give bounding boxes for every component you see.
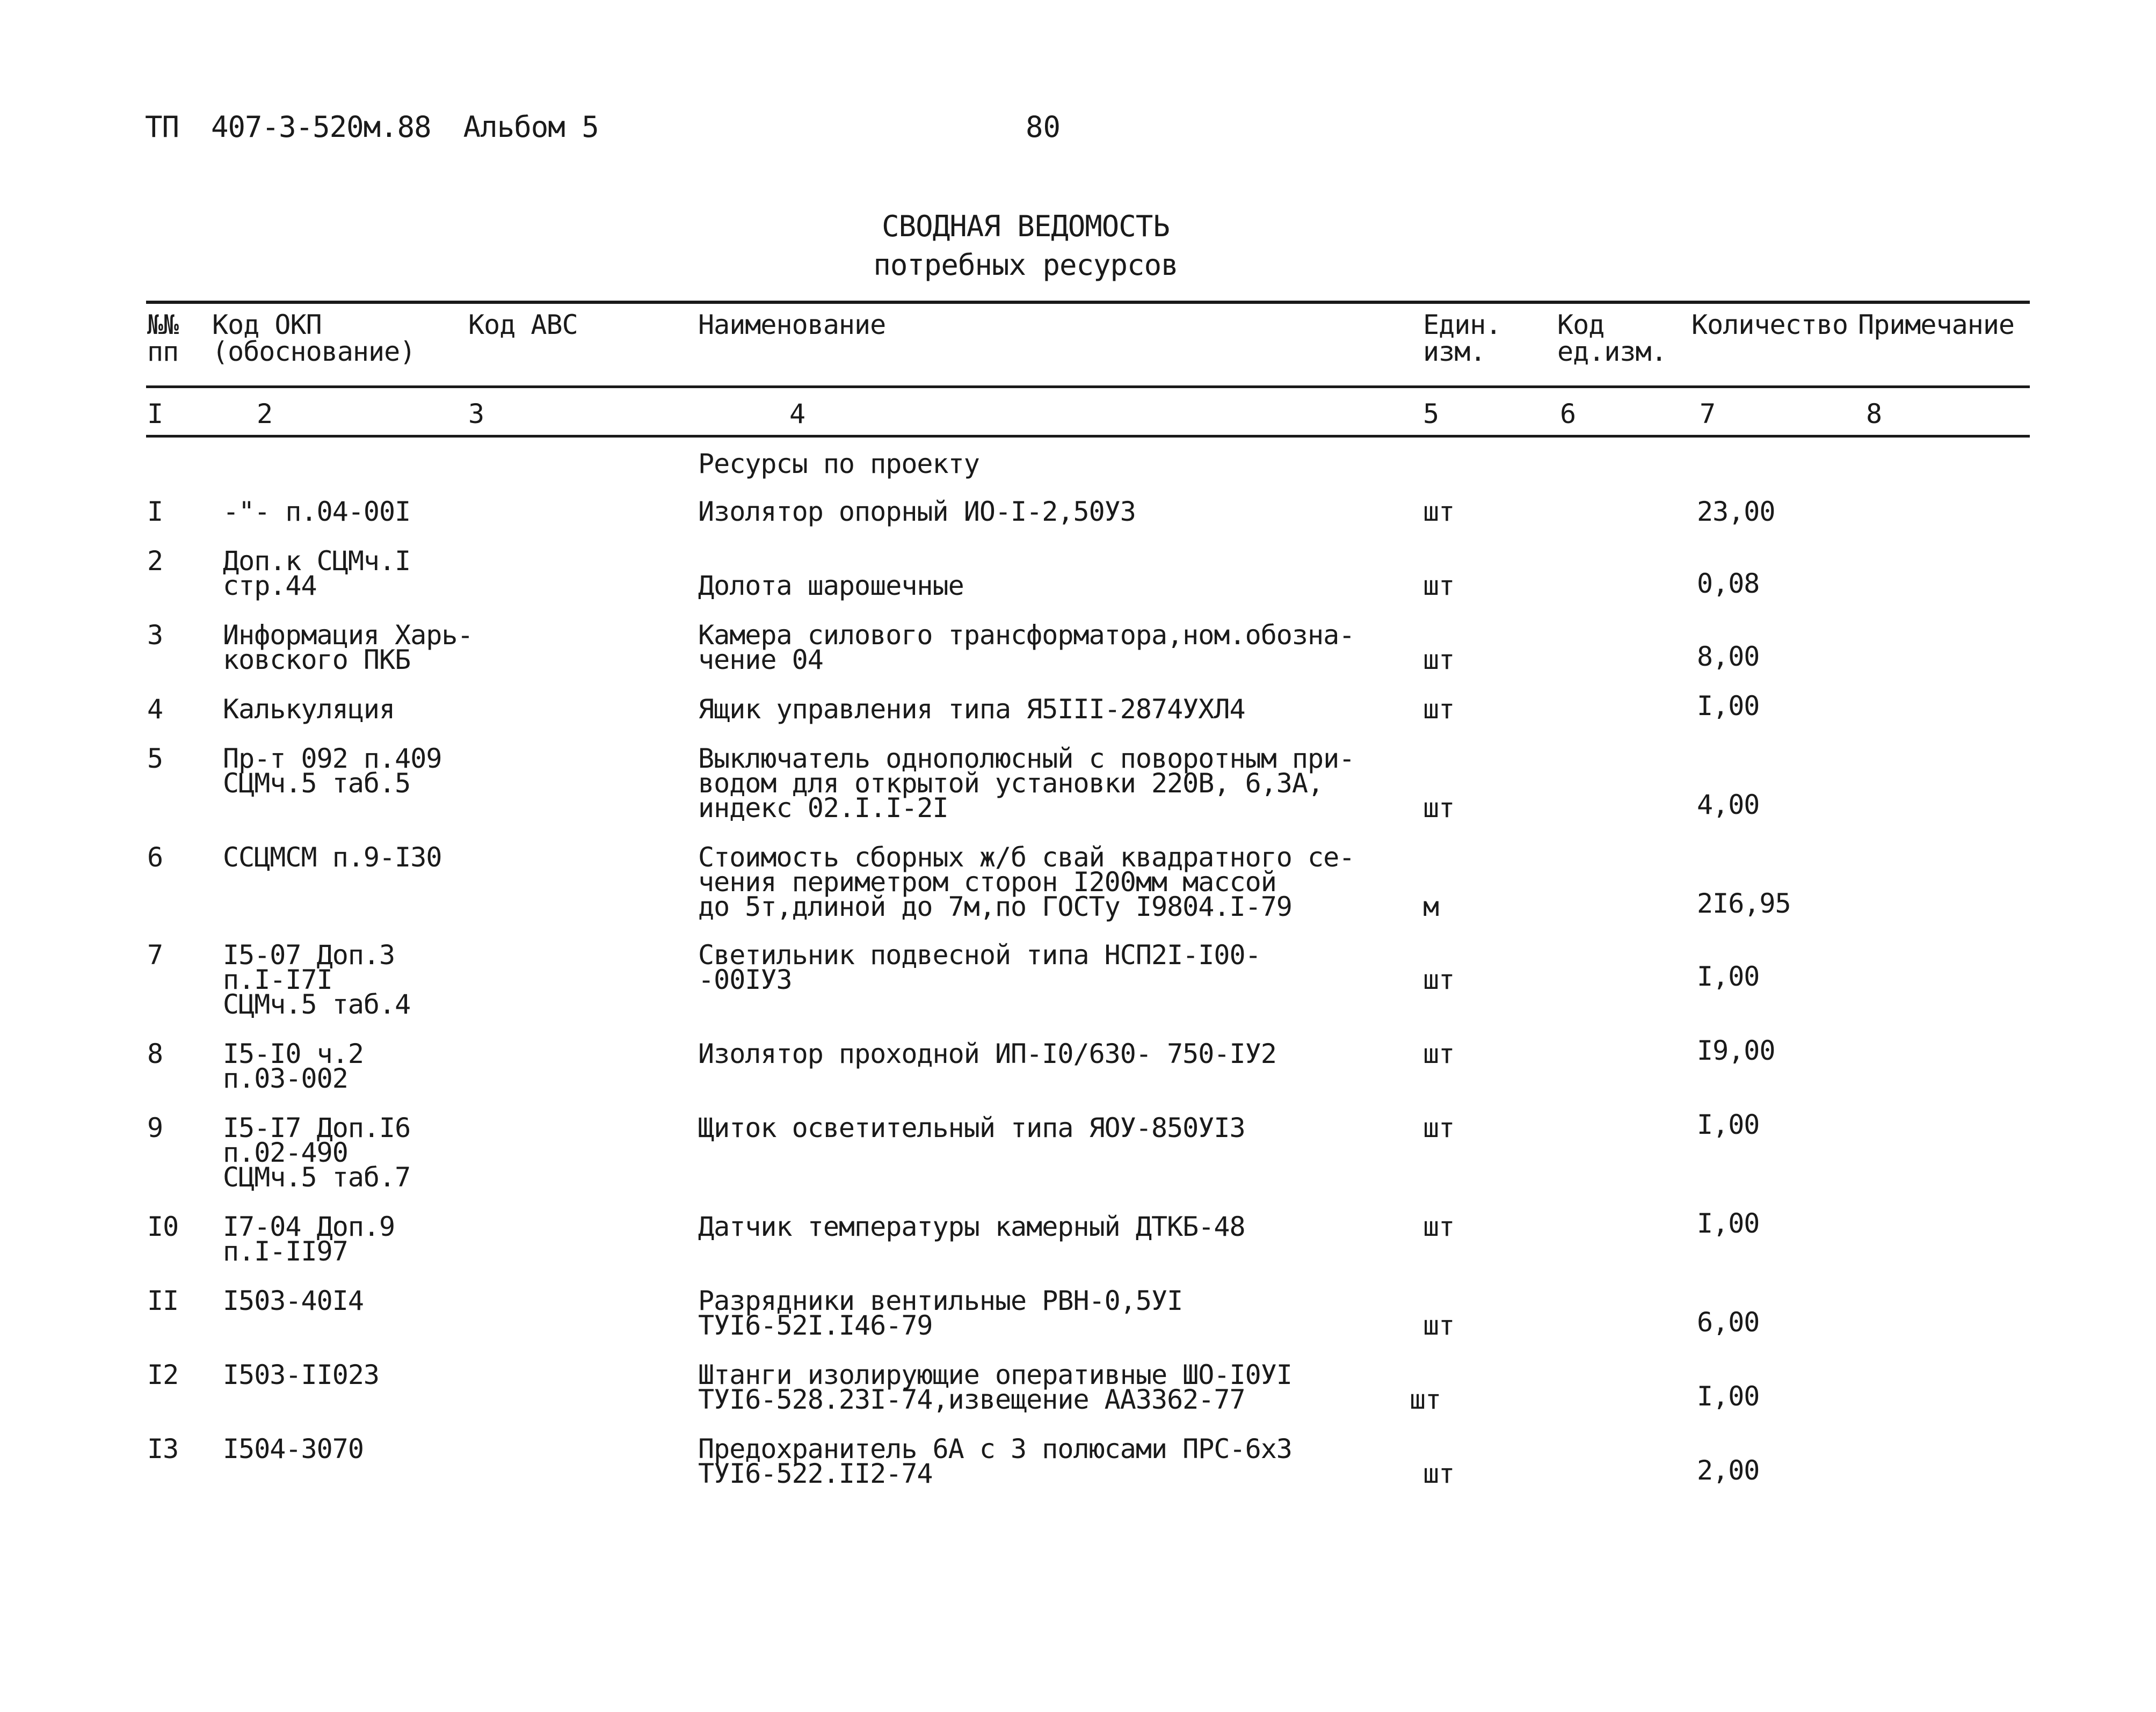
row-9-quantity: I,00 — [1697, 1109, 1760, 1140]
row-7-name: Светильник подвесной типа НСП2I-I00- -00IУ3 — [698, 939, 1261, 995]
col-header-unit-code: Код ед.изм. — [1557, 309, 1667, 367]
row-11-code: I503-40I4 — [223, 1285, 364, 1316]
row-12-name: Штанги изолирующие оперативные ШО-I0УI ТУI6-528.23I-74,извещение АА3362-77 — [698, 1359, 1292, 1415]
page-number: 80 — [1026, 110, 1061, 144]
row-8-code: I5-I0 ч.2 п.03-002 — [223, 1038, 364, 1094]
row-11-no: II — [147, 1285, 179, 1316]
row-12-no: I2 — [147, 1359, 179, 1390]
row-12-quantity: I,00 — [1697, 1381, 1760, 1412]
row-12-code: I503-II023 — [223, 1359, 380, 1390]
row-10-no: I0 — [147, 1211, 179, 1242]
row-5-code: Пр-т 092 п.409 СЦМч.5 таб.5 — [223, 743, 442, 799]
row-6-quantity: 2I6,95 — [1697, 888, 1791, 919]
row-9-name: Щиток осветительный типа ЯОУ-850УI3 — [698, 1112, 1245, 1143]
row-4-unit: шт — [1423, 694, 1455, 725]
row-10-name: Датчик температуры камерный ДТКБ-48 — [698, 1211, 1245, 1242]
col-header-okp-code: Код ОКП (обоснование) — [212, 309, 416, 367]
row-11-name: Разрядники вентильные РВН-0,5УI ТУI6-52I.I46-79 — [698, 1285, 1183, 1341]
row-6-no: 6 — [147, 842, 163, 873]
row-9-unit: шт — [1423, 1112, 1455, 1143]
row-5-quantity: 4,00 — [1697, 789, 1760, 820]
row-3-name: Камера силового трансформатора,ном.обозна- чение 04 — [698, 620, 1355, 675]
row-4-name: Ящик управления типа Я5III-2874УХЛ4 — [698, 694, 1245, 725]
row-11-unit: шт — [1423, 1310, 1455, 1341]
row-5-no: 5 — [147, 743, 163, 774]
table-number-rule — [146, 435, 2030, 438]
row-3-unit: шт — [1423, 644, 1455, 675]
row-4-code: Калькуляция — [223, 694, 395, 725]
document-header — [145, 110, 631, 144]
page-subtitle: потребных ресурсов — [873, 248, 1178, 282]
col-header-abc-code: Код АВС — [468, 309, 578, 340]
row-7-unit: шт — [1423, 964, 1455, 995]
row-8-no: 8 — [147, 1038, 163, 1069]
row-3-quantity: 8,00 — [1697, 641, 1760, 672]
col-number-4: 4 — [789, 398, 806, 429]
col-header-note: Примечание — [1858, 309, 2015, 340]
row-2-no: 2 — [147, 545, 163, 577]
row-10-quantity: I,00 — [1697, 1208, 1760, 1239]
col-number-1: I — [147, 398, 164, 429]
col-number-6: 6 — [1560, 398, 1577, 429]
col-number-5: 5 — [1423, 398, 1440, 429]
row-7-quantity: I,00 — [1697, 961, 1760, 992]
col-header-unit: Един. изм. — [1423, 309, 1501, 367]
col-header-no: №№ пп — [147, 309, 179, 367]
col-number-7: 7 — [1700, 398, 1716, 429]
col-number-2: 2 — [257, 398, 273, 429]
col-number-3: 3 — [468, 398, 485, 429]
row-4-no: 4 — [147, 694, 163, 725]
table-top-rule — [146, 301, 2030, 304]
row-2-name: Долота шарошечные — [698, 570, 964, 601]
row-8-name: Изолятор проходной ИП-I0/630- 750-IУ2 — [698, 1038, 1276, 1069]
section-label: Ресурсы по проекту — [698, 448, 979, 479]
row-9-no: 9 — [147, 1112, 163, 1143]
row-6-code: ССЦМСМ п.9-I30 — [223, 842, 442, 873]
row-10-code: I7-04 Доп.9 п.I-II97 — [223, 1211, 395, 1267]
row-2-unit: шт — [1423, 570, 1455, 601]
col-number-8: 8 — [1866, 398, 1883, 429]
row-2-code: Доп.к СЦМч.I стр.44 — [223, 545, 411, 601]
row-13-code: I504-3070 — [223, 1433, 364, 1465]
row-1-quantity: 23,00 — [1697, 496, 1775, 527]
album-label: Альбом 5 — [463, 110, 599, 144]
row-3-no: 3 — [147, 620, 163, 651]
row-13-name: Предохранитель 6А с 3 полюсами ПРС-6х3 ТУI6-522.II2-74 — [698, 1433, 1292, 1489]
row-8-quantity: I9,00 — [1697, 1035, 1775, 1066]
doc-code: ТП — [145, 110, 179, 144]
doc-number: 407-3-520м.88 — [211, 110, 431, 144]
row-10-unit: шт — [1423, 1211, 1455, 1242]
table-header-rule — [146, 385, 2030, 388]
row-7-no: 7 — [147, 939, 163, 971]
row-3-code: Информация Харь- ковского ПКБ — [223, 620, 473, 675]
row-9-code: I5-I7 Доп.I6 п.02-490 СЦМч.5 таб.7 — [223, 1112, 411, 1193]
row-12-unit: шт — [1410, 1384, 1441, 1415]
row-2-quantity: 0,08 — [1697, 568, 1760, 599]
row-6-unit: м — [1423, 891, 1439, 922]
row-1-no: I — [147, 496, 163, 527]
row-7-code: I5-07 Доп.3 п.I-I7I СЦМч.5 таб.4 — [223, 939, 411, 1020]
page-title: СВОДНАЯ ВЕДОМОСТЬ — [882, 209, 1170, 243]
row-13-quantity: 2,00 — [1697, 1455, 1760, 1486]
row-5-name: Выключатель однополюсный с поворотным при- водом для открытой установки 220В, 6,3А, индекс 02.I.I-2I — [698, 743, 1355, 824]
row-4-quantity: I,00 — [1697, 690, 1760, 722]
row-11-quantity: 6,00 — [1697, 1307, 1760, 1338]
row-13-unit: шт — [1423, 1458, 1455, 1489]
row-13-no: I3 — [147, 1433, 179, 1465]
row-6-name: Стоимость сборных ж/б свай квадратного се- чения периметром сторон I200мм массой до 5т,длиной до 7м,по ГОСТу I9804.I-79 — [698, 842, 1355, 922]
row-5-unit: шт — [1423, 792, 1455, 824]
row-1-code: -"- п.04-00I — [223, 496, 411, 527]
col-header-name: Наименование — [698, 309, 886, 340]
row-1-unit: шт — [1423, 496, 1455, 527]
row-1-name: Изолятор опорный ИО-I-2,50У3 — [698, 496, 1136, 527]
row-8-unit: шт — [1423, 1038, 1455, 1069]
col-header-quantity: Количество — [1692, 309, 1848, 340]
